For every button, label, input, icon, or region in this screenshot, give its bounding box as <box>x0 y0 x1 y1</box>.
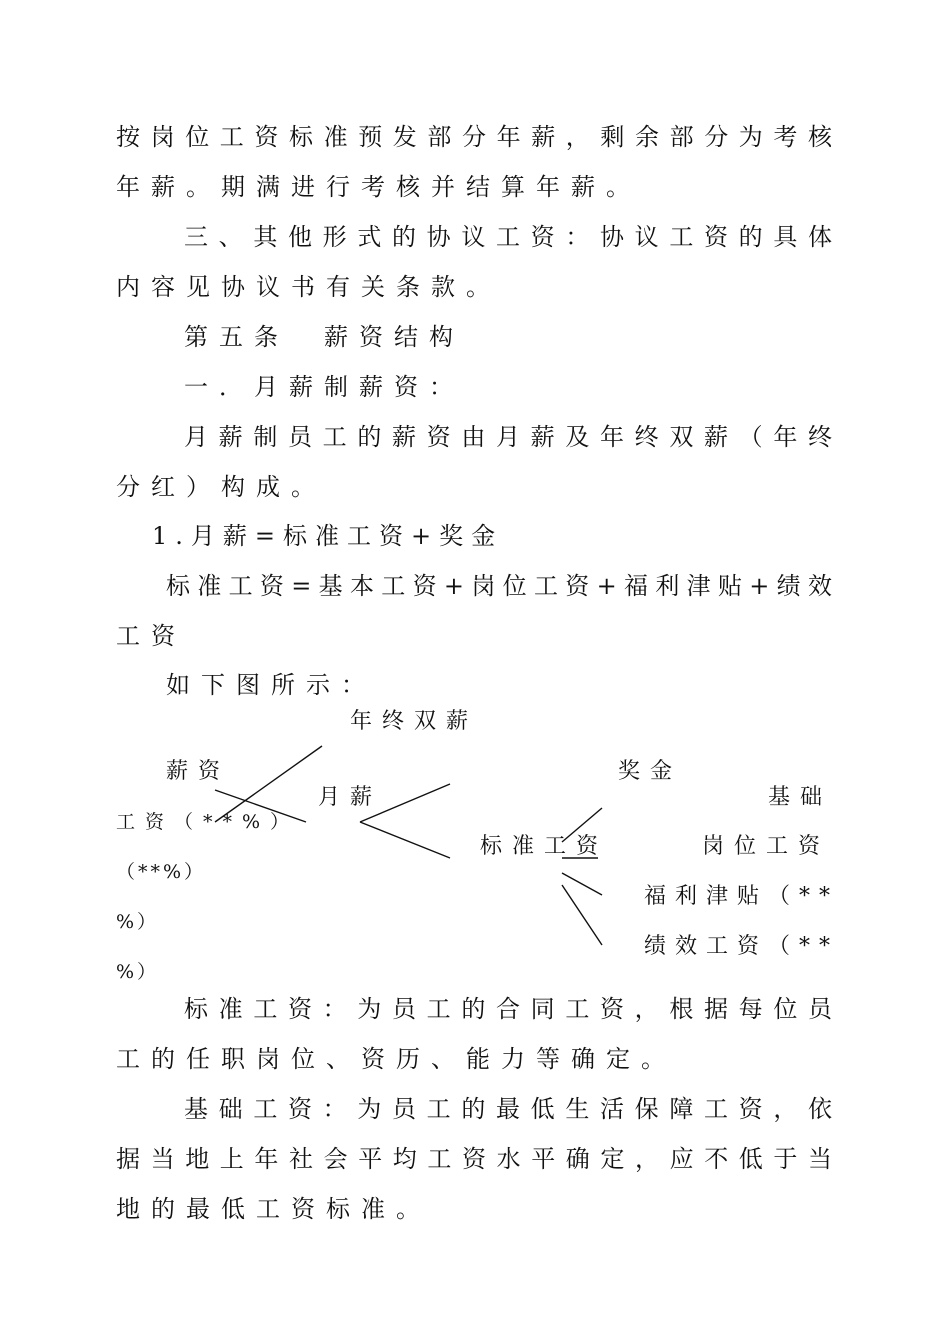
formula-standard-cont: 工资 <box>116 622 186 650</box>
node-position-wage-cont: （**%） <box>116 861 207 883</box>
node-position-wage: 岗位工资 <box>702 834 831 859</box>
paragraph-line: 按岗位工资标准预发部分年薪，剩余部分为考核 <box>116 123 832 151</box>
node-welfare-allowance: 福利津贴（** <box>644 884 840 909</box>
section-heading: 一．月薪制薪资： <box>184 373 464 401</box>
node-basic-wage: 基础 <box>768 785 833 810</box>
paragraph-line: 月薪制员工的薪资由月薪及年终双薪（年终 <box>184 423 832 451</box>
paragraph-line: 年薪。期满进行考核并结算年薪。 <box>116 173 641 201</box>
node-performance-wage-cont: %） <box>116 961 160 983</box>
diagram-intro: 如下图所示： <box>166 671 376 699</box>
article-heading: 第五条 薪资结构 <box>184 323 464 351</box>
paragraph-line: 内容见协议书有关条款。 <box>116 273 501 301</box>
node-salary: 薪资 <box>166 759 231 784</box>
node-year-end-bonus: 年终双薪 <box>350 709 479 734</box>
connector-line <box>562 873 602 895</box>
definition-line: 据当地上年社会平均工资水平确定，应不低于当 <box>116 1145 832 1173</box>
definition-line: 标准工资：为员工的合同工资，根据每位员 <box>184 995 832 1023</box>
node-basic-wage-cont: 工资（**%） <box>116 811 300 833</box>
formula-standard: 标准工资=基本工资+岗位工资+福利津贴+绩效 <box>166 572 832 600</box>
formula-monthly: 1.月薪=标准工资+奖金 <box>152 522 504 550</box>
paragraph-line: 三、其他形式的协议工资：协议工资的具体 <box>184 223 832 251</box>
node-welfare-allowance-cont: %） <box>116 911 160 933</box>
definition-line: 基础工资：为员工的最低生活保障工资，依 <box>184 1095 832 1123</box>
node-bonus: 奖金 <box>618 759 683 784</box>
definition-line: 地的最低工资标准。 <box>116 1195 431 1223</box>
node-performance-wage: 绩效工资（** <box>644 934 840 959</box>
definition-line: 工的任职岗位、资历、能力等确定。 <box>116 1045 676 1073</box>
connector-line <box>360 822 450 858</box>
node-standard-wage: 标准工资 <box>480 834 609 859</box>
paragraph-line: 分红）构成。 <box>116 473 326 501</box>
node-monthly-salary: 月薪 <box>318 785 383 810</box>
connector-line <box>562 885 602 945</box>
